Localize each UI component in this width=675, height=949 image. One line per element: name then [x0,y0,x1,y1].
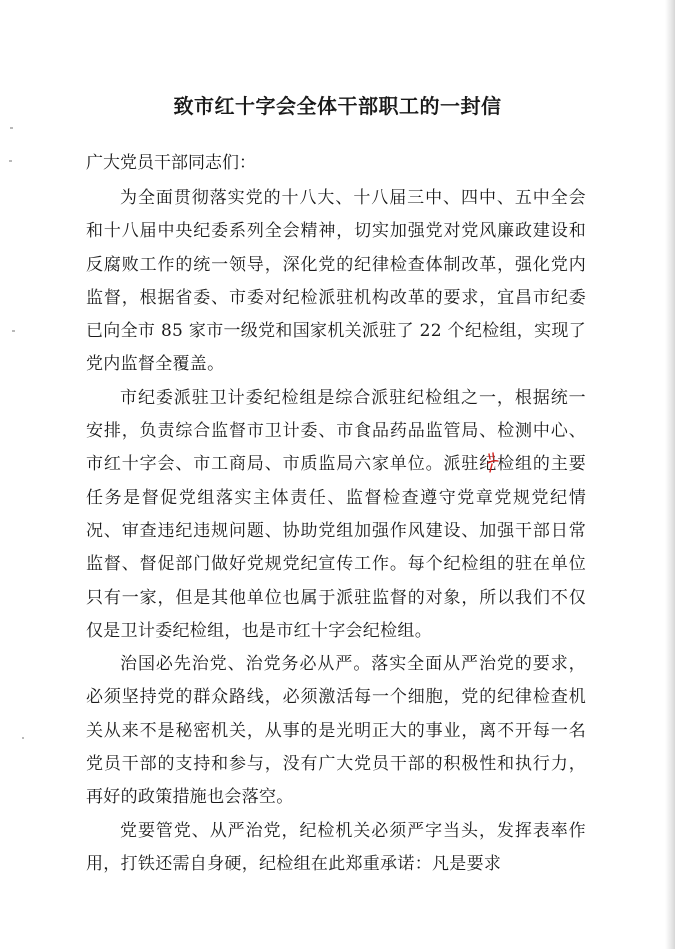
scan-speck [12,330,15,332]
letter-salutation: 广大党员干部同志们： [86,153,256,173]
letter-paragraph-1: 为全面贯彻落实党的十八大、十八届三中、四中、五中全会和十八届中央纪委系列全会精神，切实加强党对党风廉政建设和反腐败工作的统一领导，深化党的纪律检查体制改革，强化党内监督，根据省委、市委对纪检派驻机构改革的要求，宜昌市纪委已向全市 85 家市一级党和国家机关派驻了 22 个纪检组，实现了党内监督全覆盖。 [86,188,586,375]
scan-speck [9,160,12,162]
letter-paragraph-3: 治国必先治党、治党务必从严。落实全面从严治党的要求，必须坚持党的群众路线，必须激活每一个细胞，党的纪律检查机关从来不是秘密机关，从事的是光明正大的事业，离不开每一名党员干部的支持和参与，没有广大党员干部的积极性和执行力，再好的政策措施也会落空。 [86,654,586,808]
letter-paragraph-2: 市纪委派驻卫计委纪检组是综合派驻纪检组之一，根据统一安排，负责综合监督市卫计委、市食品药品监管局、检测中心、市红十字会、市工商局、市质监局六家单位。派驻纪检组的主要任务是督促党组落实主体责任、监督检查遵守党章党规党纪情况、审查违纪违规问题、协助党组加强作风建设、加强干部日常监督、督促部门做好党规党纪宣传工作。每个纪检组的驻在单位只有一家，但是其他单位也属于派驻监督的对象，所以我们不仅仅是卫计委纪检组，也是市红十字会纪检组。 [86,387,586,641]
scan-speck [10,127,13,129]
red-pen-annotation-mark [486,452,500,474]
page-edge-shadow [665,0,675,949]
letter-body [86,182,586,881]
letter-paragraph-4: 党要管党、从严治党，纪检机关必须严字当头，发挥表率作用，打铁还需自身硬，纪检组在此郑重承诺：凡是要求 [86,820,586,874]
scan-speck [22,737,24,739]
letter-title: 致市红十字会全体干部职工的一封信 [173,94,502,118]
